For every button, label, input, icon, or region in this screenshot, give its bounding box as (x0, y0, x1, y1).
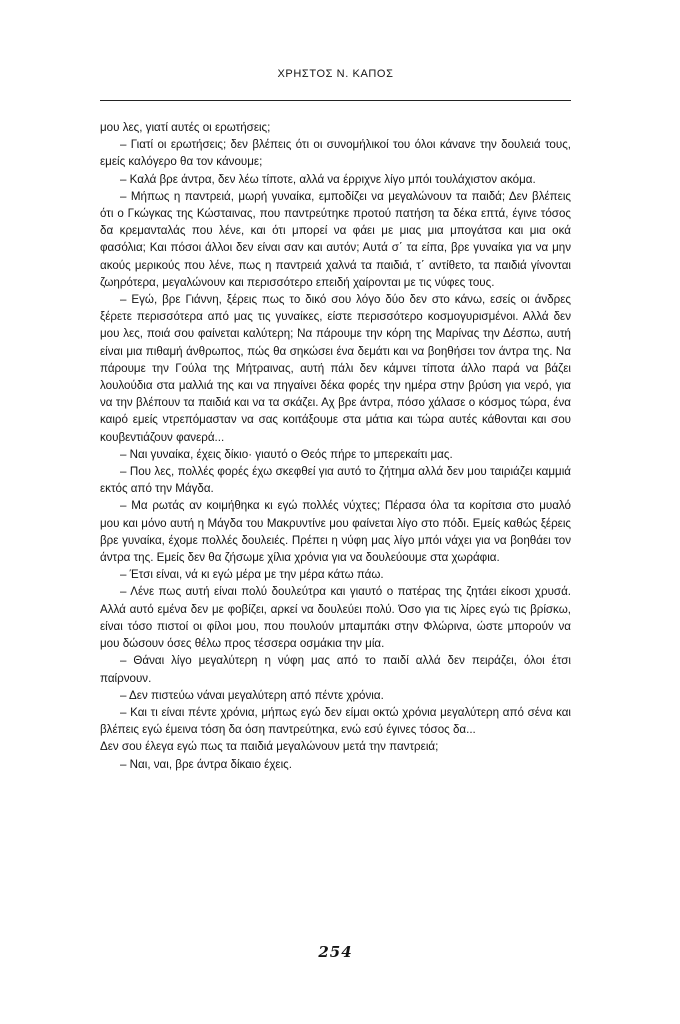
paragraph: – Λένε πως αυτή είναι πολύ δουλεύτρα και γιαυτό ο πατέρας της ζητάει είκοσι χρυσά. Αλλά αυτό εμένα δεν με φοβίζει, αρκεί να δουλεύει πολύ. Όσο για τις λίρες εγώ τις βρίσκω, είναι τόσο πιστοί οι φίλοι μου, που πουλούν μπαμπάκι στην Φλώρινα, ώστε μπορούν να μου δώσουν όσες θέλω προς τέσσερα οσμάκια την μία. (100, 585, 571, 651)
paragraph: – Θάναι λίγο μεγαλύτερη η νύφη μας από το παιδί αλλά δεν πειράζει, όλοι έτσι παίρνουν. (100, 654, 571, 685)
page-number: 254 (318, 943, 353, 961)
paragraph: μου λες, γιατί αυτές οι ερωτήσεις; (100, 121, 271, 134)
paragraph: – Γιατί οι ερωτήσεις; δεν βλέπεις ότι οι συνομήλικοί του όλοι κάνανε την δουλειά τους, εμείς καλόγερο θα τον κάνουμε; (100, 138, 571, 169)
paragraph: – Και τι είναι πέντε χρόνια, μήπως εγώ δεν είμαι οκτώ χρόνια μεγαλύτερη από σένα και βλέπεις εγώ έμεινα τόση δα όση παντρεύτηκα, ενώ εσύ έγινες τόσος δα... (100, 705, 571, 737)
paragraph: – Ναι, ναι, βρε άντρα δίκαιο έχεις. (120, 757, 292, 771)
paragraph: – Μα ρωτάς αν κοιμήθηκα κι εγώ πολλές νύχτες; Πέρασα όλα τα κορίτσια στο μυαλό μου και μόνο αυτή η Μάγδα του Μακρυντίνε μου φαίνεται λίγο στο πόδι. Εμείς καθώς ξέρεις βρε γυναίκα, έχομε πολλές δουλειές. Πρέπει η νύφη μας λίγο μπόι νάχει για να βοηθάει τον άντρα της. Εμείς δεν θα ζήσωμε χίλια χρόνια για να δουλεύουμε στα χωράφια. (100, 499, 571, 565)
body-text (100, 119, 571, 773)
paragraph: Δεν σου έλεγα εγώ πως τα παιδιά μεγαλώνουν μετά την παντρειά; (100, 740, 439, 754)
paragraph: – Μήπως η παντρειά, μωρή γυναίκα, εμποδίζει να μεγαλώνουν τα παιδά; Δεν βλέπεις ότι ο Γκώγκας της Κώσταινας, που παντρεύτηκε προτού πατήση τα δέκα επτά, έγινε τόσος δα κρεμανταλάς που λένε, και ότι μπορεί να φάει με μιας μια μπογάτσα και μια οκά φασόλια; Και πόσοι άλλοι δεν είναι σαν και αυτόν; Αυτά σ΄ τα είπα, βρε γυναίκα για να μην ακούς μερικούς που λένε, πως η παντρειά χαλνά τα παιδιά, τ΄ αντίθετο, τα παιδιά γίνονται ζωηρότερα, μεγαλώνουν και περισσότερο επειδή χαίρονται με τις νύφες τους. (100, 189, 571, 289)
paragraph: – Δεν πιστεύω νάναι μεγαλύτερη από πέντε χρόνια. (120, 688, 384, 702)
paragraph: – Έτσι είναι, νά κι εγώ μέρα με την μέρα κάτω πάω. (120, 568, 384, 582)
paragraph: – Καλά βρε άντρα, δεν λέω τίποτε, αλλά να έρριχνε λίγο μπόι τουλάχιστον ακόμα. (120, 172, 536, 186)
paragraph: – Εγώ, βρε Γιάννη, ξέρεις πως το δικό σου λόγο δύο δεν στο κάνω, εσείς οι άνδρες ξέρετε περισσότερα από μας τις γυναίκες, είστε περισσότερο κοσμογυρισμένοι. Αλλά δεν μου λες, ποιά σου φαίνεται καλύτερη; Να πάρουμε την κόρη της Μαρίνας την Δέσπω, αυτή είναι μια πιθαμή άνθρωπος, πώς θα σηκώσει ένα δεμάτι και να βοηθήσει τον άντρα της. Να πάρουμε την Γούλα της Μήτραινας, αυτή πάλι δεν κάμνει τίποτα άλλο παρά να βάζει λουλούδια στα μαλλιά της και να πηγαίνει δέκα φορές την ημέρα στην βρύση για νερό, για να την βλέπουν τα παιδιά και να τα σκάζει. Αχ βρε άντρα, πόσο χάλασε ο κόσμος τώρα, ένα καιρό εμείς ντρεπόμασταν να σας κοιτάξουμε στα μάτια και τώρα αυτές κάθονται και σου κουβεντιάζουν φανερά... (100, 293, 571, 444)
paragraph: – Που λες, πολλές φορές έχω σκεφθεί για αυτό το ζήτημα αλλά δεν μου ταιριάζει καμμιά εκτός από την Μάγδα. (100, 465, 571, 496)
running-header: ΧΡΗΣΤΟΣ Ν. ΚΑΠΟΣ (277, 68, 394, 80)
header-rule (100, 100, 571, 101)
paragraph: – Ναι γυναίκα, έχεις δίκιο· γιαυτό ο Θεός πήρε το μπερεκαίτι μας. (120, 447, 453, 461)
